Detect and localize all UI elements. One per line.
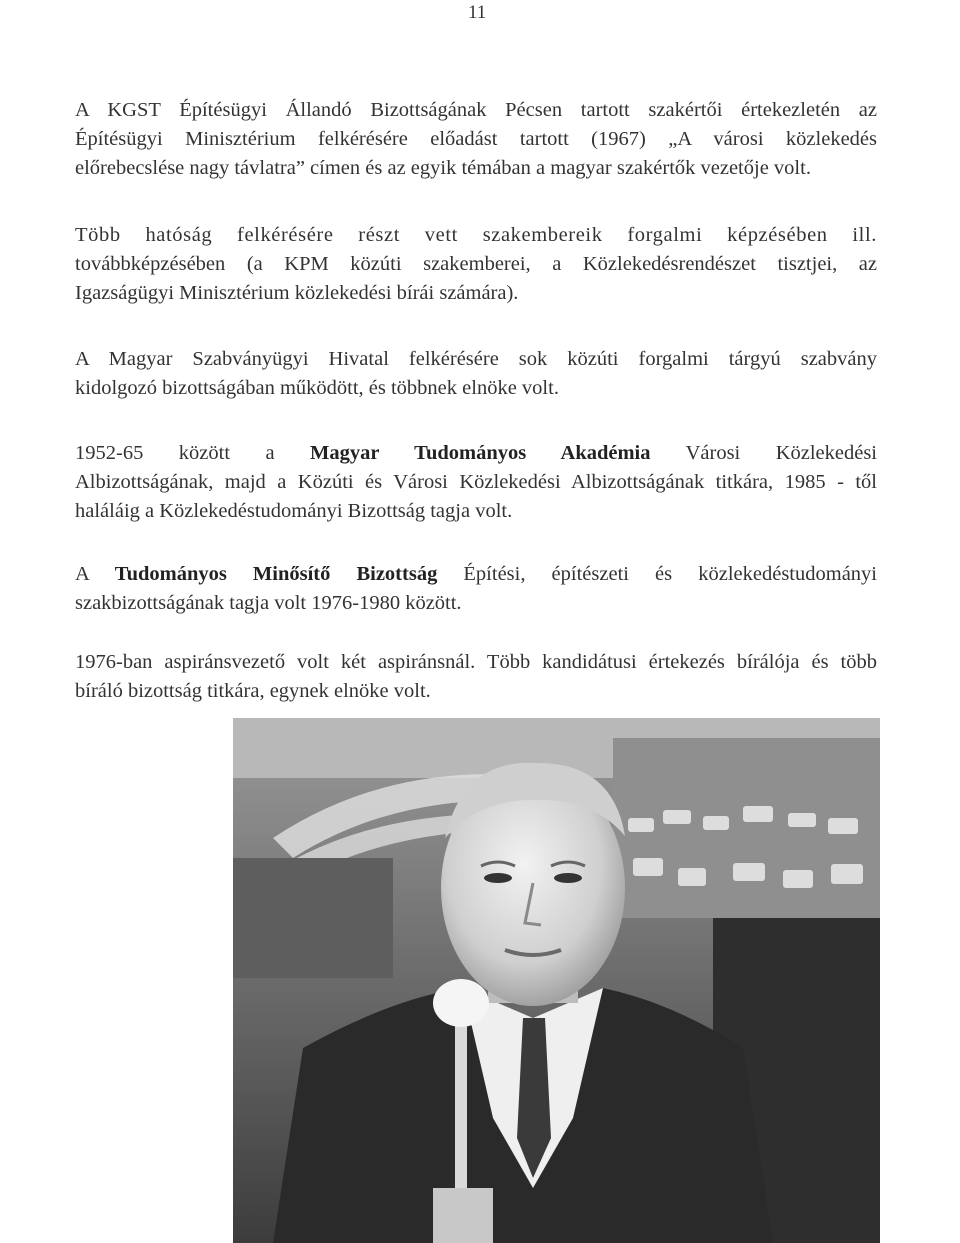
page-number: 11 <box>468 2 487 23</box>
paragraph-standards <box>75 345 877 403</box>
text-segment: A <box>75 563 89 585</box>
text-line <box>75 560 877 589</box>
text-line: 1976-ban aspiránsvezető volt két aspiránsnál. Több kandidátusi értekezés bírálója és több <box>75 651 877 673</box>
paragraph-academy <box>75 439 877 526</box>
portrait-photo <box>233 718 880 1243</box>
portrait-photo-illustration <box>233 718 880 1243</box>
text-line: A Magyar Szabványügyi Hivatal felkérésére sok közúti forgalmi tárgyú szabvány <box>75 348 877 370</box>
text-line: kidolgozó bizottságában működött, és többnek elnöke volt. <box>75 377 559 399</box>
text-line: előrebecslése nagy távlatra” címen és az egyik témában a magyar szakértők vezetője volt. <box>75 157 811 179</box>
paragraph-training <box>75 221 877 308</box>
text-line: haláláig a Közlekedéstudományi Bizottság tagja volt. <box>75 500 513 522</box>
paragraph-supervisor <box>75 648 877 706</box>
text-line: A KGST Építésügyi Állandó Bizottságának Pécsen tartott szakértői értekezletén az <box>75 99 877 121</box>
text-segment: Építési, építészeti és közlekedéstudományi <box>463 563 877 585</box>
text-line: Több hatóság felkérésére részt vett szakembereik forgalmi képzésében ill. <box>75 224 877 246</box>
text-line: Igazságügyi Minisztérium közlekedési bírái számára). <box>75 282 519 304</box>
text-line <box>75 439 877 468</box>
text-line: továbbképzésében (a KPM közúti szakemberei, a Közlekedésrendészet tisztjei, az <box>75 253 877 275</box>
text-line: Építésügyi Minisztérium felkérésére előadást tartott (1967) „A városi közlekedés <box>75 128 877 150</box>
academy-name: Magyar Tudományos Akadémia <box>310 442 651 464</box>
paragraph-kgst <box>75 96 877 183</box>
text-line: szakbizottságának tagja volt 1976-1980 között. <box>75 592 462 614</box>
text-line: Albizottságának, majd a Közúti és Városi Közlekedési Albizottságának titkára, 1985 - től <box>75 471 877 493</box>
text-segment: Városi Közlekedési <box>685 442 878 464</box>
text-line: bíráló bizottság titkára, egynek elnöke volt. <box>75 680 431 702</box>
paragraph-committee <box>75 560 877 618</box>
text-segment: 1952-65 között a <box>75 442 275 464</box>
committee-name: Tudományos Minősítő Bizottság <box>114 563 438 585</box>
